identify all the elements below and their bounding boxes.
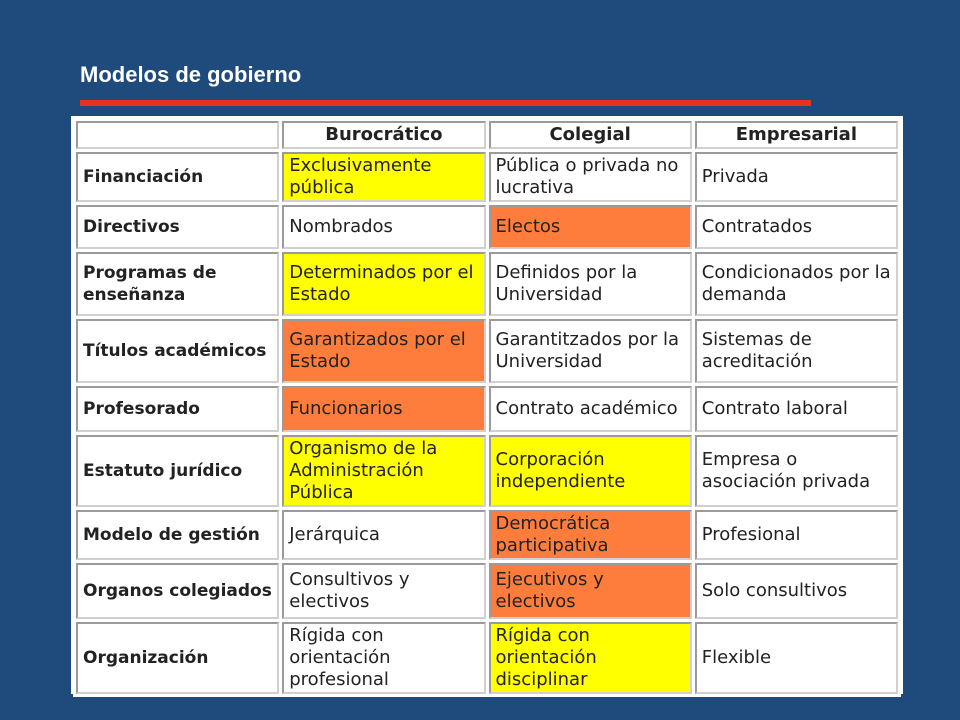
cell-empresarial: Flexible bbox=[695, 622, 898, 694]
cell-colegial: Pública o privada no lucrativa bbox=[489, 152, 692, 202]
row-label-programas: Programas de enseñanza bbox=[76, 252, 279, 316]
cell-colegial: Contrato académico bbox=[489, 386, 692, 432]
cell-empresarial: Condicionados por la demanda bbox=[695, 252, 898, 316]
comparison-table-frame bbox=[71, 116, 903, 694]
table-body bbox=[76, 152, 898, 694]
cell-empresarial: Empresa o asociación privada bbox=[695, 435, 898, 507]
table-row bbox=[76, 152, 898, 202]
title-underline bbox=[80, 100, 811, 106]
row-label-financiacion: Financiación bbox=[76, 152, 279, 202]
cell-empresarial: Contratados bbox=[695, 205, 898, 249]
header-corner bbox=[76, 121, 279, 149]
cell-empresarial: Contrato laboral bbox=[695, 386, 898, 432]
cell-burocratico: Nombrados bbox=[282, 205, 485, 249]
header-empresarial: Empresarial bbox=[695, 121, 898, 149]
table-row bbox=[76, 205, 898, 249]
cell-colegial: Democrática participativa bbox=[489, 510, 692, 560]
cell-burocratico: Consultivos y electivos bbox=[282, 563, 485, 619]
table-row bbox=[76, 252, 898, 316]
cell-colegial: Corporación independiente bbox=[489, 435, 692, 507]
cell-empresarial: Sistemas de acreditación bbox=[695, 319, 898, 383]
header-row bbox=[76, 121, 898, 149]
cell-burocratico: Exclusivamente pública bbox=[282, 152, 485, 202]
table-row bbox=[76, 563, 898, 619]
cell-burocratico: Garantizados por el Estado bbox=[282, 319, 485, 383]
table-row bbox=[76, 510, 898, 560]
row-label-directivos: Directivos bbox=[76, 205, 279, 249]
comparison-table bbox=[73, 118, 901, 697]
row-label-titulos: Títulos académicos bbox=[76, 319, 279, 383]
cell-burocratico: Organismo de la Administración Pública bbox=[282, 435, 485, 507]
row-label-profesorado: Profesorado bbox=[76, 386, 279, 432]
cell-colegial: Garantitzados por la Universidad bbox=[489, 319, 692, 383]
row-label-organizacion: Organización bbox=[76, 622, 279, 694]
cell-burocratico: Rígida con orientación profesional bbox=[282, 622, 485, 694]
table-row bbox=[76, 319, 898, 383]
table-row bbox=[76, 622, 898, 694]
cell-burocratico: Funcionarios bbox=[282, 386, 485, 432]
cell-burocratico: Jerárquica bbox=[282, 510, 485, 560]
cell-colegial: Definidos por la Universidad bbox=[489, 252, 692, 316]
cell-empresarial: Privada bbox=[695, 152, 898, 202]
cell-empresarial: Solo consultivos bbox=[695, 563, 898, 619]
header-colegial: Colegial bbox=[489, 121, 692, 149]
cell-colegial: Rígida con orientación disciplinar bbox=[489, 622, 692, 694]
cell-colegial: Ejecutivos y electivos bbox=[489, 563, 692, 619]
slide-title: Modelos de gobierno bbox=[80, 62, 302, 87]
cell-colegial: Electos bbox=[489, 205, 692, 249]
row-label-estatuto: Estatuto jurídico bbox=[76, 435, 279, 507]
row-label-gestion: Modelo de gestión bbox=[76, 510, 279, 560]
cell-burocratico: Determinados por el Estado bbox=[282, 252, 485, 316]
table-row bbox=[76, 435, 898, 507]
table-row bbox=[76, 386, 898, 432]
row-label-organos: Organos colegiados bbox=[76, 563, 279, 619]
cell-empresarial: Profesional bbox=[695, 510, 898, 560]
header-burocratico: Burocrático bbox=[282, 121, 485, 149]
